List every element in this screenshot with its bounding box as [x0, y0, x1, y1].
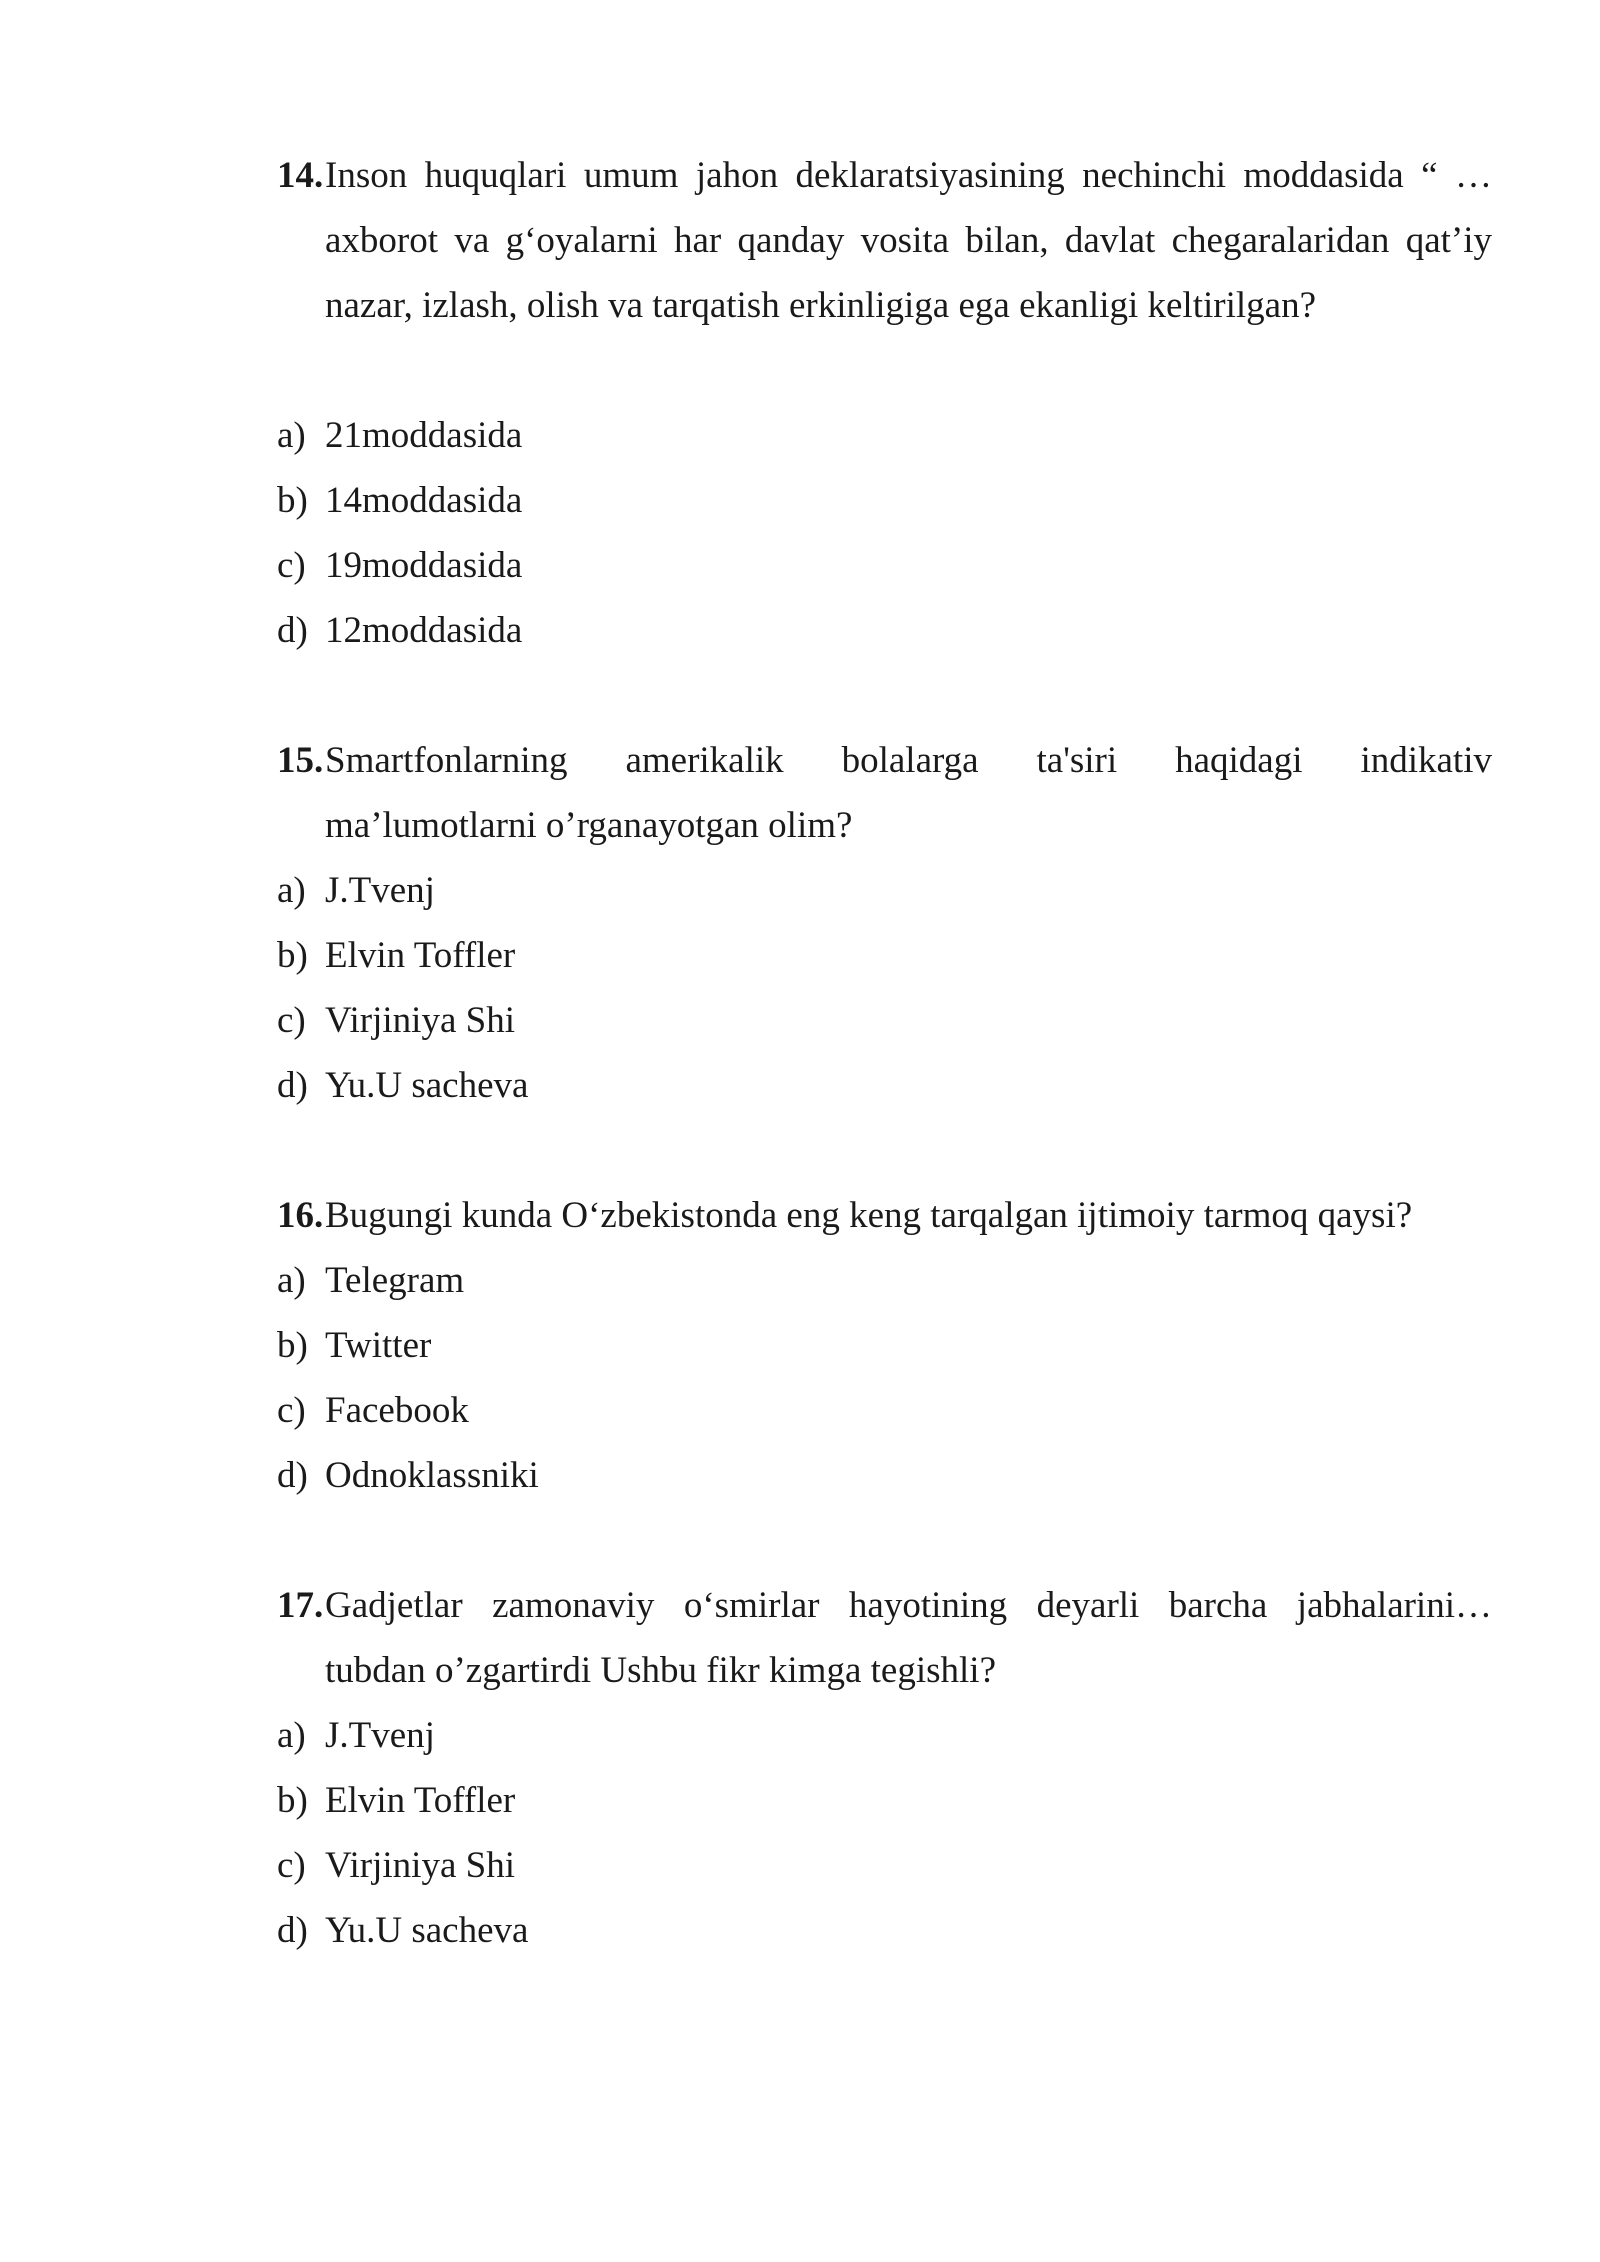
- option-text: Elvin Toffler: [325, 935, 516, 976]
- option-text: 19moddasida: [325, 545, 523, 586]
- option-letter: c): [277, 1845, 306, 1886]
- answer-option-b: [277, 923, 1492, 988]
- question-16: [277, 1183, 1492, 1508]
- answer-option-b: [277, 1768, 1492, 1833]
- question-number: 16.: [277, 1195, 324, 1236]
- question-number: 15.: [277, 740, 324, 781]
- option-text: Odnoklassniki: [325, 1455, 539, 1496]
- option-text: 12moddasida: [325, 610, 523, 651]
- question-line: Inson huquqlari umum jahon deklaratsiyasining nechinchi moddasida “ …: [325, 155, 1492, 196]
- answer-option-d: [277, 1053, 1492, 1118]
- option-letter: b): [277, 480, 308, 521]
- option-text: Yu.U sacheva: [325, 1910, 529, 1951]
- answer-options: [277, 1703, 1492, 1963]
- answer-option-a: [277, 1248, 1492, 1313]
- option-text: 14moddasida: [325, 480, 523, 521]
- question-14: [277, 143, 1492, 663]
- option-letter: a): [277, 1260, 306, 1301]
- option-letter: a): [277, 415, 306, 456]
- question-17: [277, 1573, 1492, 1963]
- answer-option-b: [277, 1313, 1492, 1378]
- answer-option-a: [277, 1703, 1492, 1768]
- answer-option-c: [277, 533, 1492, 598]
- question-line: Smartfonlarning amerikalik bolalarga ta'siri haqidagi indikativ: [325, 740, 1492, 781]
- option-text: J.Tvenj: [325, 1715, 435, 1756]
- option-text: Virjiniya Shi: [325, 1000, 515, 1041]
- answer-options: [277, 858, 1492, 1118]
- option-letter: b): [277, 1325, 308, 1366]
- answer-option-d: [277, 1443, 1492, 1508]
- answer-option-c: [277, 988, 1492, 1053]
- answer-option-c: [277, 1833, 1492, 1898]
- option-letter: c): [277, 545, 306, 586]
- answer-option-b: [277, 468, 1492, 533]
- option-text: Facebook: [325, 1390, 469, 1431]
- option-letter: d): [277, 1910, 308, 1951]
- question-line: ma’lumotlarni o’rganayotgan olim?: [325, 805, 853, 846]
- option-letter: b): [277, 1780, 308, 1821]
- question-line: Gadjetlar zamonaviy o‘smirlar hayotining deyarli barcha jabhalarini…: [325, 1585, 1492, 1626]
- option-letter: b): [277, 935, 308, 976]
- option-letter: d): [277, 610, 308, 651]
- option-text: J.Tvenj: [325, 870, 435, 911]
- option-letter: d): [277, 1455, 308, 1496]
- question-stem: [277, 1573, 1492, 1703]
- option-text: Telegram: [325, 1260, 465, 1301]
- question-stem: [277, 1183, 1492, 1248]
- answer-option-a: [277, 858, 1492, 923]
- question-15: [277, 728, 1492, 1118]
- answer-option-d: [277, 1898, 1492, 1963]
- option-letter: a): [277, 1715, 306, 1756]
- option-letter: a): [277, 870, 306, 911]
- question-stem: [277, 728, 1492, 858]
- answer-options: [277, 1248, 1492, 1508]
- option-text: Yu.U sacheva: [325, 1065, 529, 1106]
- option-text: 21moddasida: [325, 415, 523, 456]
- answer-option-a: [277, 403, 1492, 468]
- option-letter: d): [277, 1065, 308, 1106]
- option-letter: c): [277, 1000, 306, 1041]
- answer-options: [277, 403, 1492, 663]
- question-number: 14.: [277, 155, 324, 196]
- option-text: Elvin Toffler: [325, 1780, 516, 1821]
- question-line: tubdan o’zgartirdi Ushbu fikr kimga tegishli?: [325, 1650, 996, 1691]
- question-number: 17.: [277, 1585, 324, 1626]
- question-line: nazar, izlash, olish va tarqatish erkinligiga ega ekanligi keltirilgan?: [325, 285, 1316, 326]
- option-text: Virjiniya Shi: [325, 1845, 515, 1886]
- option-text: Twitter: [325, 1325, 432, 1366]
- question-line: axborot va g‘oyalarni har qanday vosita bilan, davlat chegaralaridan qat’iy: [325, 220, 1492, 261]
- option-letter: c): [277, 1390, 306, 1431]
- question-line: Bugungi kunda O‘zbekistonda eng keng tarqalgan ijtimoiy tarmoq qaysi?: [325, 1195, 1413, 1236]
- answer-option-d: [277, 598, 1492, 663]
- question-stem: [277, 143, 1492, 338]
- answer-option-c: [277, 1378, 1492, 1443]
